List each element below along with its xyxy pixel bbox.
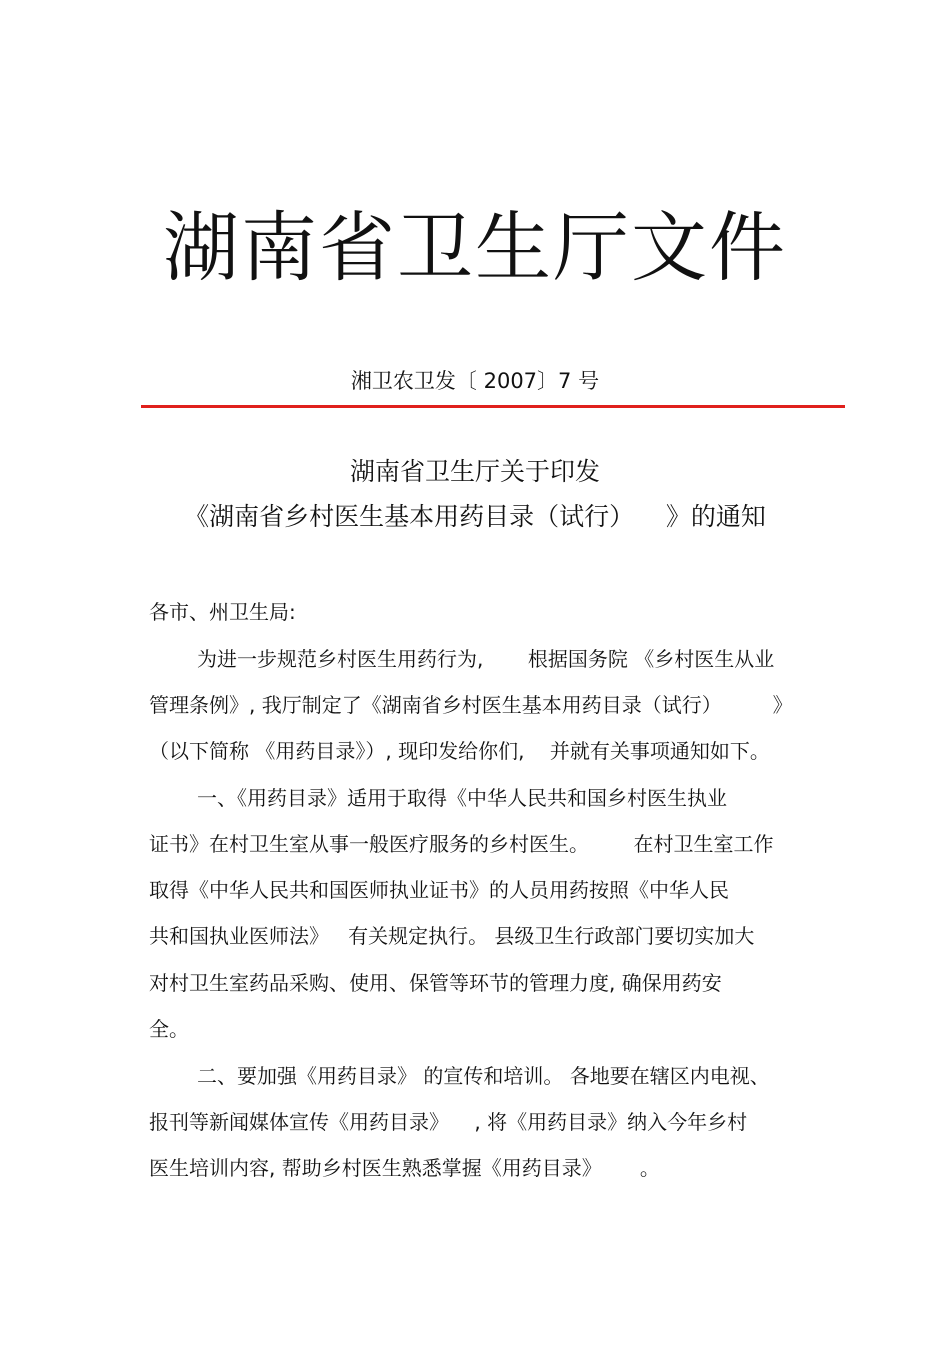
- salutation: 各市、州卫生局:: [149, 600, 296, 624]
- body-line: 二、要加强《用药目录》 的宣传和培训。 各地要在辖区内电视、: [197, 1064, 770, 1088]
- body-line: （以下简称 《用药目录》）, 现印发给你们, 并就有关事项通知如下。: [149, 739, 770, 763]
- body-line: 证书》在村卫生室从事一般医疗服务的乡村医生。 在村卫生室工作: [149, 832, 774, 856]
- body-line: 管理条例》, 我厅制定了《湖南省乡村医生基本用药目录（试行） 》: [149, 693, 793, 717]
- body-line: 全。: [149, 1017, 189, 1041]
- body-line: 为进一步规范乡村医生用药行为, 根据国务院 《乡村医生从业: [197, 647, 775, 671]
- notice-title-line-2: 《湖南省乡村医生基本用药目录（试行） 》的通知: [184, 502, 766, 531]
- body-line: 取得《中华人民共和国医师执业证书》的人员用药按照《中华人民: [149, 878, 729, 902]
- body-line: 对村卫生室药品采购、使用、保管等环节的管理力度, 确保用药安: [149, 971, 722, 995]
- body-line: 医生培训内容, 帮助乡村医生熟悉掌握《用药目录》 。: [149, 1156, 660, 1180]
- body-line: 一、《用药目录》适用于取得《中华人民共和国乡村医生执业: [197, 786, 727, 810]
- notice-title-line-1: 湖南省卫生厅关于印发: [349, 457, 600, 486]
- body-line: 报刊等新闻媒体宣传《用药目录》 , 将《用药目录》纳入今年乡村: [149, 1110, 748, 1134]
- document-number: 湘卫农卫发〔 2007〕7 号: [350, 369, 600, 393]
- red-separator-line: [141, 405, 845, 408]
- document-header-title: 湖南省卫生厅文件: [163, 203, 787, 292]
- body-line: 共和国执业医师法》 有关规定执行。 县级卫生行政部门要切实加大: [149, 924, 755, 948]
